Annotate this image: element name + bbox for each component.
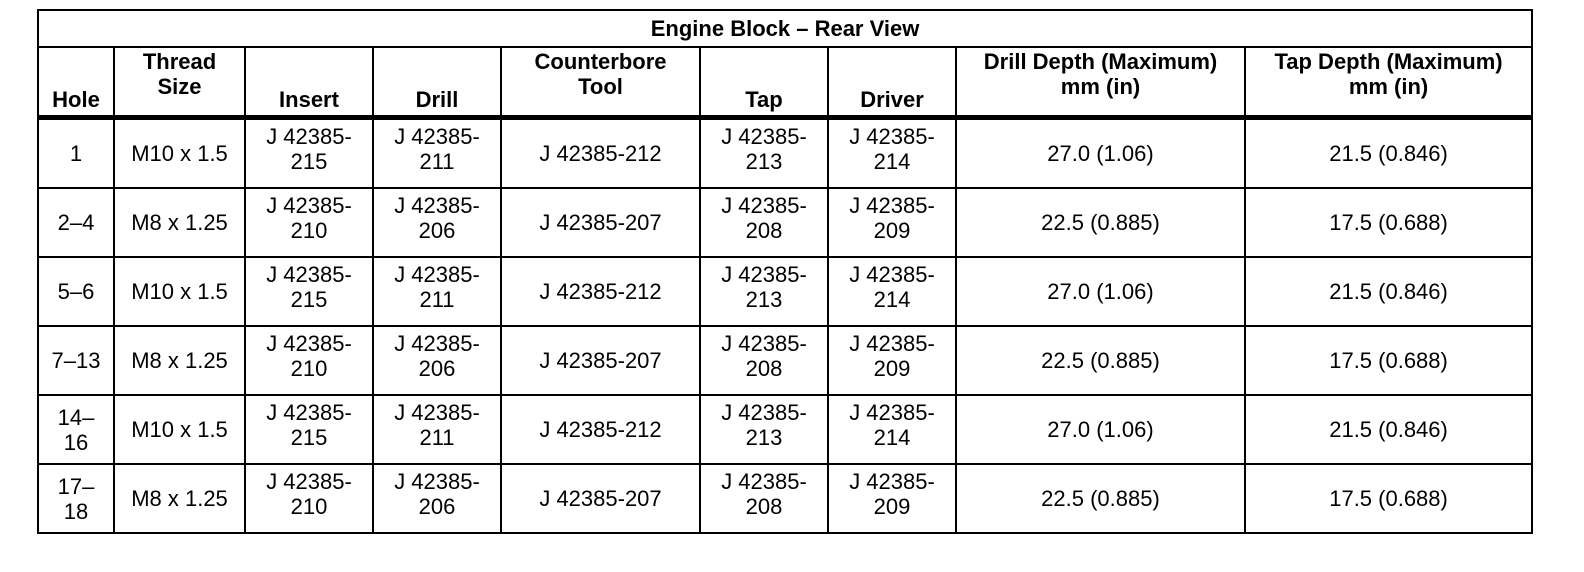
table-body: [38, 118, 1532, 534]
cell-counterbore-tool: J 42385-207: [501, 464, 700, 533]
cell-driver: J 42385- 209: [828, 464, 956, 533]
header-thread-size: Thread Size: [114, 47, 245, 118]
engine-block-rear-view-table: [37, 9, 1533, 534]
table-row: [38, 326, 1532, 395]
cell-thread-size: M8 x 1.25: [114, 326, 245, 395]
cell-insert: J 42385- 210: [245, 188, 373, 257]
cell-insert: J 42385- 210: [245, 326, 373, 395]
table-row: [38, 188, 1532, 257]
cell-drill-depth: 27.0 (1.06): [956, 257, 1245, 326]
cell-insert: J 42385- 215: [245, 118, 373, 189]
cell-hole: 5–6: [38, 257, 114, 326]
table-title: Engine Block – Rear View: [38, 10, 1532, 47]
table-row: [38, 118, 1532, 189]
cell-tap-depth: 17.5 (0.688): [1245, 326, 1532, 395]
table-row: [38, 395, 1532, 464]
cell-thread-size: M10 x 1.5: [114, 257, 245, 326]
cell-tap-depth: 21.5 (0.846): [1245, 118, 1532, 189]
cell-counterbore-tool: J 42385-207: [501, 188, 700, 257]
cell-drill: J 42385- 206: [373, 326, 501, 395]
cell-thread-size: M8 x 1.25: [114, 464, 245, 533]
table-row: [38, 464, 1532, 533]
cell-drill-depth: 22.5 (0.885): [956, 188, 1245, 257]
cell-hole: 2–4: [38, 188, 114, 257]
header-drill-depth: Drill Depth (Maximum) mm (in): [956, 47, 1245, 118]
cell-thread-size: M10 x 1.5: [114, 395, 245, 464]
cell-driver: J 42385- 214: [828, 118, 956, 189]
cell-drill: J 42385- 211: [373, 395, 501, 464]
header-driver: Driver: [828, 47, 956, 118]
cell-hole: 7–13: [38, 326, 114, 395]
cell-drill: J 42385- 206: [373, 188, 501, 257]
cell-drill: J 42385- 206: [373, 464, 501, 533]
cell-tap: J 42385- 208: [700, 188, 828, 257]
cell-tap: J 42385- 213: [700, 118, 828, 189]
cell-tap: J 42385- 208: [700, 464, 828, 533]
table-row: [38, 257, 1532, 326]
cell-driver: J 42385- 214: [828, 395, 956, 464]
header-tap: Tap: [700, 47, 828, 118]
column-header-row: [38, 47, 1532, 118]
cell-drill-depth: 27.0 (1.06): [956, 395, 1245, 464]
cell-counterbore-tool: J 42385-212: [501, 118, 700, 189]
cell-driver: J 42385- 209: [828, 188, 956, 257]
cell-tap: J 42385- 213: [700, 257, 828, 326]
cell-driver: J 42385- 209: [828, 326, 956, 395]
cell-tap: J 42385- 208: [700, 326, 828, 395]
cell-tap-depth: 21.5 (0.846): [1245, 395, 1532, 464]
cell-tap-depth: 21.5 (0.846): [1245, 257, 1532, 326]
header-insert: Insert: [245, 47, 373, 118]
cell-drill: J 42385- 211: [373, 118, 501, 189]
table-title-row: [38, 10, 1532, 47]
header-counterbore-tool: Counterbore Tool: [501, 47, 700, 118]
header-tap-depth: Tap Depth (Maximum) mm (in): [1245, 47, 1532, 118]
cell-counterbore-tool: J 42385-212: [501, 395, 700, 464]
cell-insert: J 42385- 210: [245, 464, 373, 533]
cell-tap-depth: 17.5 (0.688): [1245, 188, 1532, 257]
cell-drill-depth: 22.5 (0.885): [956, 464, 1245, 533]
cell-drill-depth: 27.0 (1.06): [956, 118, 1245, 189]
cell-tap-depth: 17.5 (0.688): [1245, 464, 1532, 533]
cell-thread-size: M8 x 1.25: [114, 188, 245, 257]
header-drill: Drill: [373, 47, 501, 118]
cell-hole: 17– 18: [38, 464, 114, 533]
cell-driver: J 42385- 214: [828, 257, 956, 326]
cell-tap: J 42385- 213: [700, 395, 828, 464]
cell-counterbore-tool: J 42385-207: [501, 326, 700, 395]
cell-insert: J 42385- 215: [245, 395, 373, 464]
cell-thread-size: M10 x 1.5: [114, 118, 245, 189]
cell-insert: J 42385- 215: [245, 257, 373, 326]
cell-counterbore-tool: J 42385-212: [501, 257, 700, 326]
header-hole: Hole: [38, 47, 114, 118]
cell-hole: 14– 16: [38, 395, 114, 464]
cell-hole: 1: [38, 118, 114, 189]
cell-drill-depth: 22.5 (0.885): [956, 326, 1245, 395]
cell-drill: J 42385- 211: [373, 257, 501, 326]
